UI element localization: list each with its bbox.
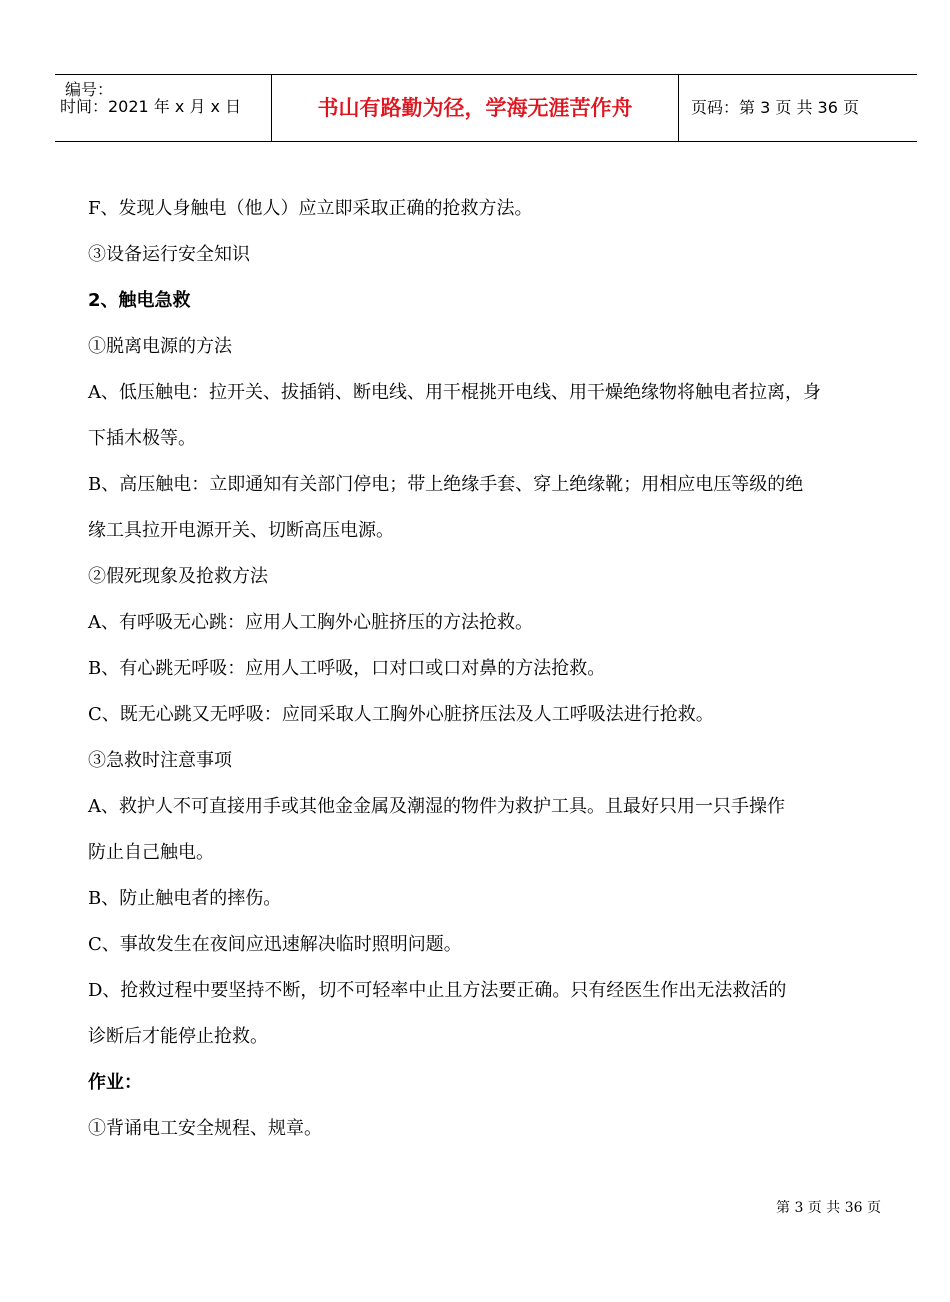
paragraph-line: A、低压触电：拉开关、拔插销、断电线、用干棍挑开电线、用干燥绝缘物将触电者拉离，身 [88,382,821,403]
paragraph-line: ③急救时注意事项 [88,750,232,771]
paragraph-line: B、有心跳无呼吸：应用人工呼吸，口对口或口对鼻的方法抢救。 [88,658,606,679]
paragraph-line: C、事故发生在夜间应迅速解决临时照明问题。 [88,934,462,955]
paragraph-line: F、发现人身触电（他人）应立即采取正确的抢救方法。 [88,198,533,219]
header-meta-cell [55,75,272,141]
paragraph-line: ①背诵电工安全规程、规章。 [88,1118,322,1139]
page-header [55,74,917,142]
paragraph-line: ③设备运行安全知识 [88,244,250,265]
paragraph-line: 防止自己触电。 [88,842,214,863]
homework-heading: 作业： [88,1072,142,1093]
header-page-info: 页码：第 3 页 共 36 页 [691,98,859,117]
paragraph-line: 缘工具拉开电源开关、切断高压电源。 [88,520,394,541]
section-heading: 2、触电急救 [88,290,191,311]
document-time-label: 时间：2021 年 x 月 x 日 [60,97,242,116]
paragraph-line: C、既无心跳又无呼吸：应同采取人工胸外心脏挤压法及人工呼吸法进行抢救。 [88,704,714,725]
document-body [88,186,888,1152]
document-number-label: 编号： [65,80,114,99]
header-motto: 书山有路勤为径，学海无涯苦作舟 [272,75,679,141]
paragraph-line: B、防止触电者的摔伤。 [88,888,282,909]
paragraph-line: ②假死现象及抢救方法 [88,566,268,587]
paragraph-line: B、高压触电：立即通知有关部门停电；带上绝缘手套、穿上绝缘靴；用相应电压等级的绝 [88,474,804,495]
paragraph-line: ①脱离电源的方法 [88,336,232,357]
paragraph-line: 下插木极等。 [88,428,196,449]
paragraph-line: D、抢救过程中要坚持不断，切不可轻率中止且方法要正确。只有经医生作出无法救活的 [88,980,787,1001]
paragraph-line: A、有呼吸无心跳：应用人工胸外心脏挤压的方法抢救。 [88,612,533,633]
paragraph-line: 诊断后才能停止抢救。 [88,1026,268,1047]
page-footer: 第 3 页 共 36 页 [776,1200,881,1216]
paragraph-line: A、救护人不可直接用手或其他金金属及潮湿的物件为救护工具。且最好只用一只手操作 [88,796,785,817]
